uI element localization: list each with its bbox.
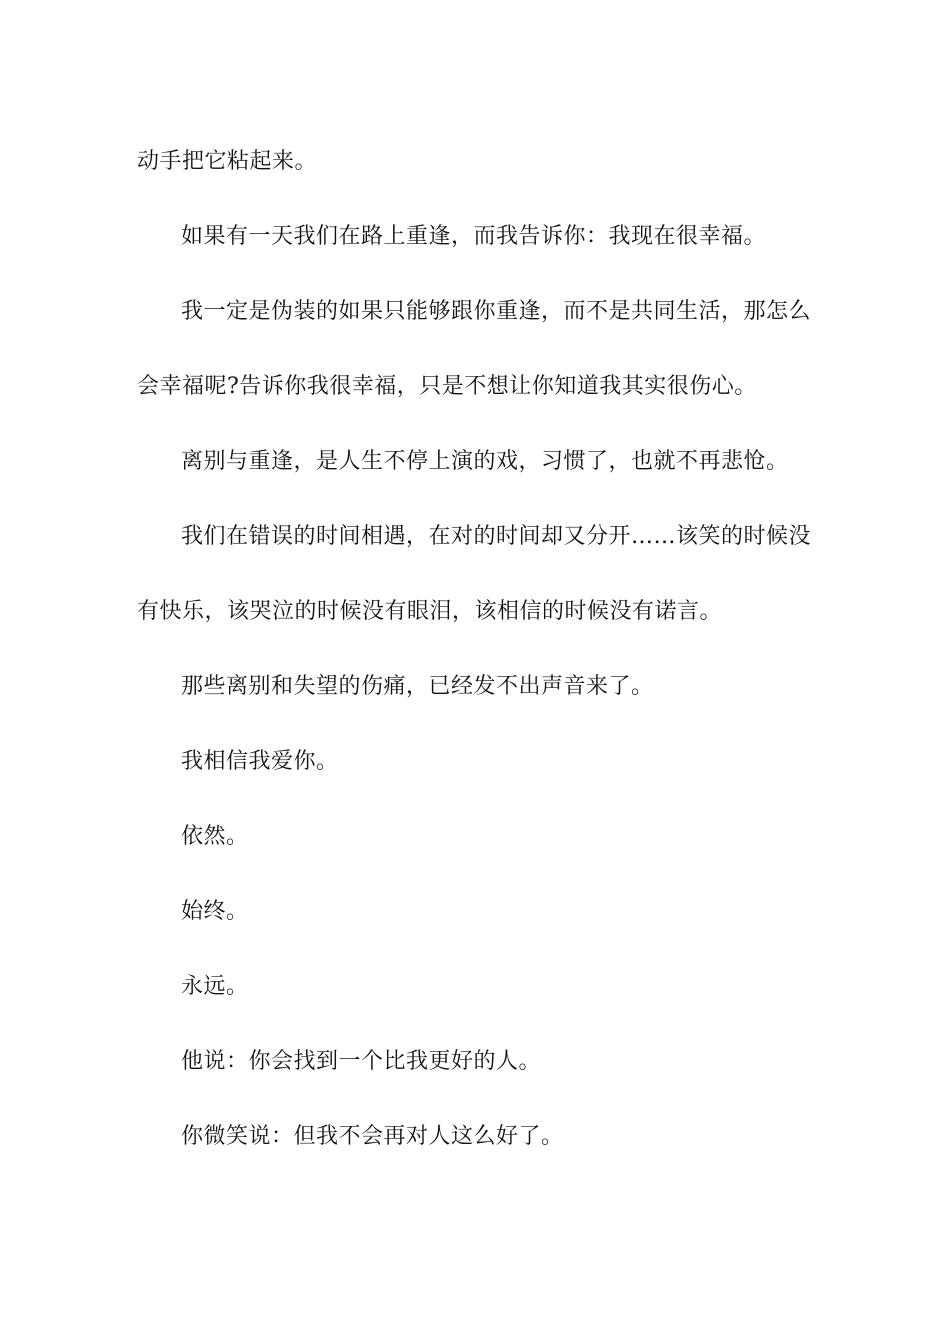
text-line: 我们在错误的时间相遇，在对的时间却又分开……该笑的时候没 (181, 524, 812, 549)
text-line: 你微笑说：但我不会再对人这么好了。 (181, 1124, 564, 1149)
body-text (137, 138, 817, 1188)
text-line: 我一定是伪装的如果只能够跟你重逢，而不是共同生活，那怎么 (181, 299, 812, 324)
text-line: 动手把它粘起来。 (137, 149, 318, 174)
text-line: 有快乐，该哭泣的时候没有眼泪，该相信的时候没有诺言。 (137, 599, 723, 624)
text-line: 我相信我爱你。 (181, 749, 339, 774)
text-line: 始终。 (181, 899, 249, 924)
text-line: 那些离别和失望的伤痛，已经发不出声音来了。 (181, 674, 654, 699)
text-line: 离别与重逢，是人生不停上演的戏，习惯了，也就不再悲怆。 (181, 449, 789, 474)
text-line: 他说：你会找到一个比我更好的人。 (181, 1049, 542, 1074)
text-line: 永远。 (181, 974, 249, 999)
text-line: 会幸福呢?告诉你我很幸福，只是不想让你知道我其实很伤心。 (137, 374, 757, 399)
text-line: 依然。 (181, 824, 249, 849)
text-line: 如果有一天我们在路上重逢，而我告诉你：我现在很幸福。 (181, 224, 767, 249)
